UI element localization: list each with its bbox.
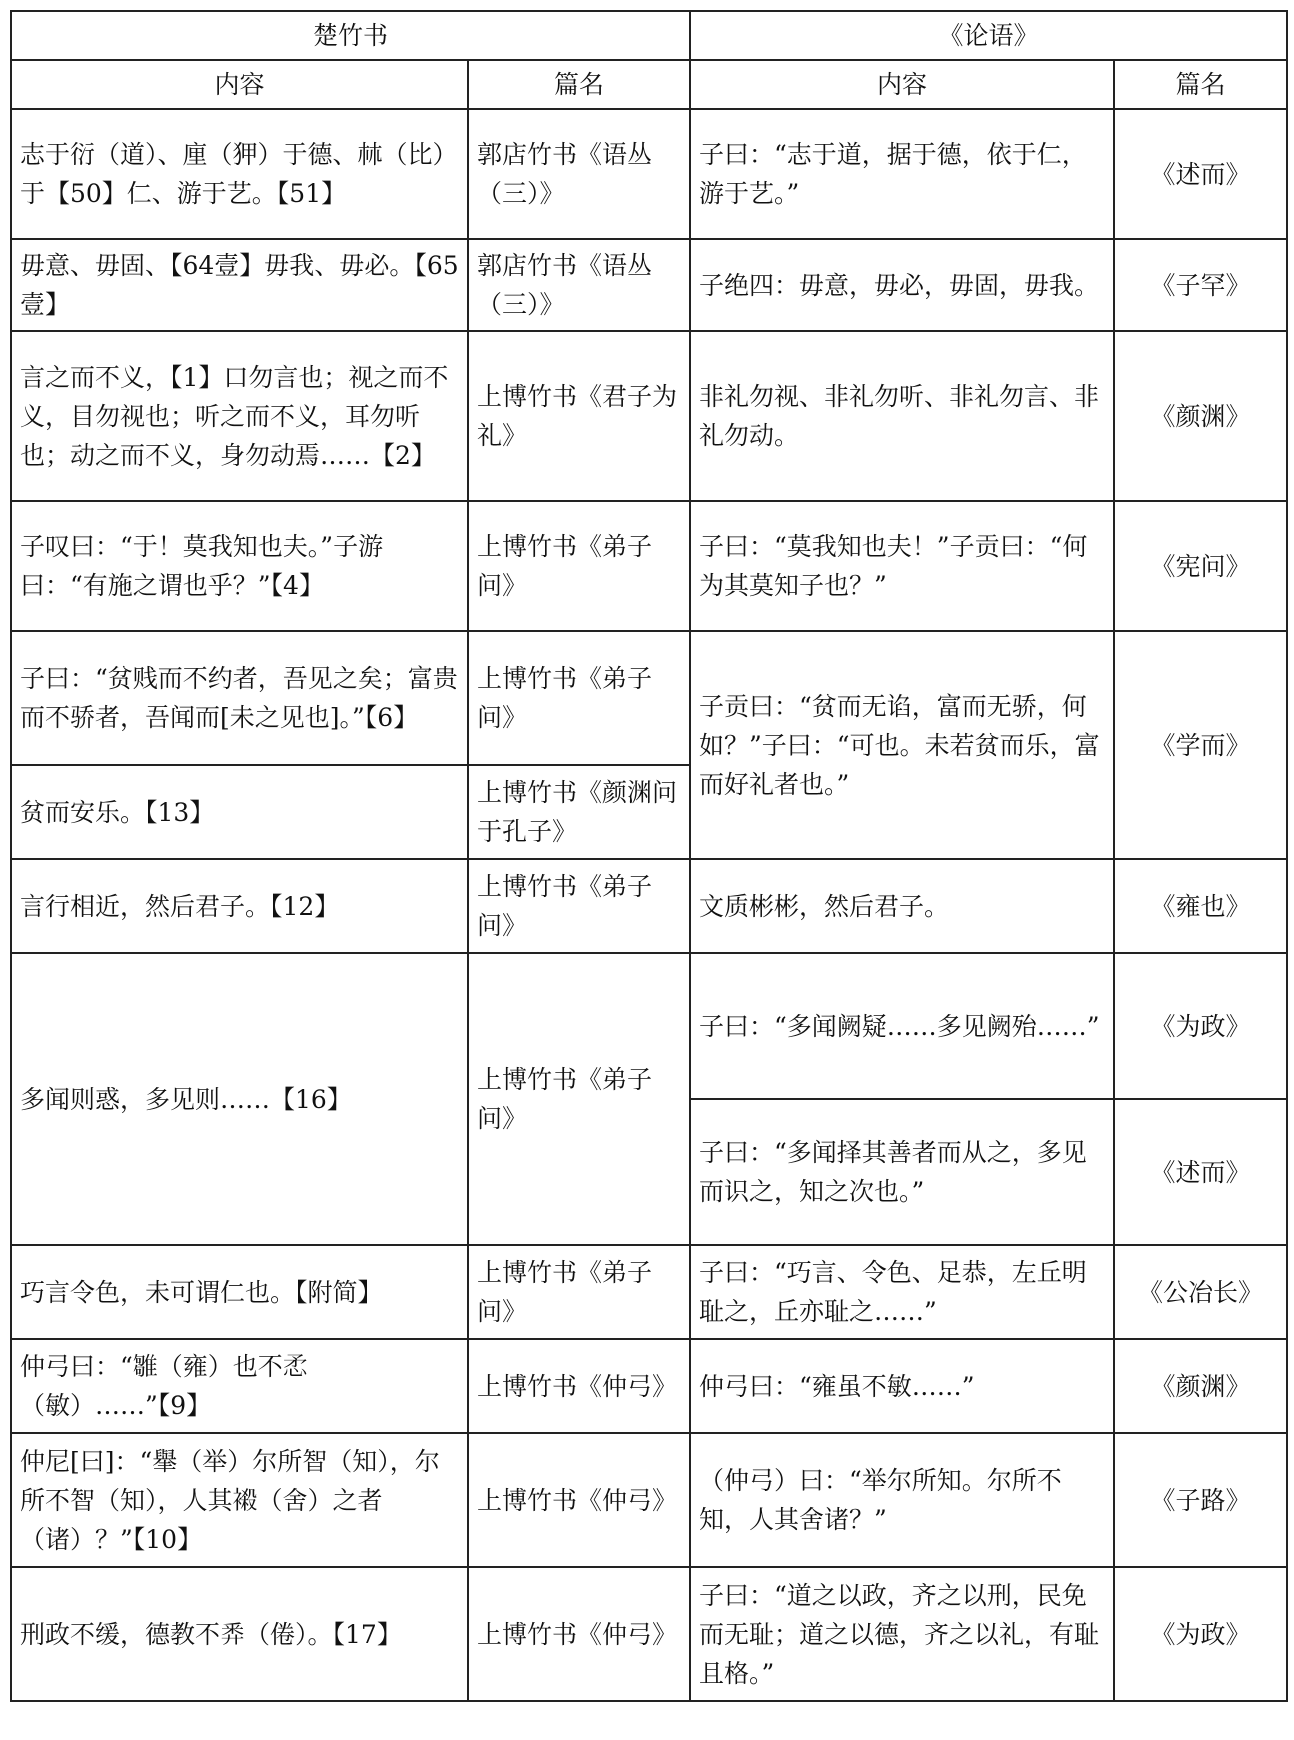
zhu-content-cell: 子叹曰：“于！莫我知也夫。”子游曰：“有施之谓也乎？”【4】	[11, 501, 468, 631]
comparison-table-wrapper	[10, 10, 1288, 1702]
zhu-title-cell: 郭店竹书《语丛（三）》	[468, 109, 690, 239]
header-ly-content: 内容	[690, 60, 1114, 109]
zhu-content-cell: 言之而不义，【1】口勿言也；视之而不义，目勿视也；听之而不义，耳勿听也；动之而不义，身勿动焉……【2】	[11, 331, 468, 501]
zhu-content-cell: 多闻则惑，多见则……【16】	[11, 953, 468, 1245]
ly-content-cell: 子曰：“多闻择其善者而从之，多见而识之，知之次也。”	[690, 1099, 1114, 1245]
zhu-title-cell: 上博竹书《仲弓》	[468, 1339, 690, 1433]
header-analects: 《论语》	[690, 11, 1287, 60]
zhu-title-cell: 上博竹书《仲弓》	[468, 1567, 690, 1701]
zhu-title-cell: 上博竹书《弟子问》	[468, 953, 690, 1245]
zhu-title-cell: 上博竹书《弟子问》	[468, 501, 690, 631]
header-row-columns	[11, 60, 1287, 109]
zhu-title-cell: 郭店竹书《语丛（三）》	[468, 239, 690, 331]
zhu-content-cell: 仲尼[曰]：“𦦙（举）尔所智（知），尔所不智（知），人其𧜁（舍）之者（诸）？”【10】	[11, 1433, 468, 1567]
header-row-groups	[11, 11, 1287, 60]
ly-content-cell: 非礼勿视、非礼勿听、非礼勿言、非礼勿动。	[690, 331, 1114, 501]
zhu-title-cell: 上博竹书《颜渊问于孔子》	[468, 765, 690, 859]
ly-content-cell: 子曰：“志于道，据于德，依于仁，游于艺。”	[690, 109, 1114, 239]
table-row	[11, 1433, 1287, 1567]
ly-title-cell: 《学而》	[1114, 631, 1287, 859]
ly-title-cell: 《颜渊》	[1114, 331, 1287, 501]
ly-content-cell: 子曰：“巧言、令色、足恭，左丘明耻之，丘亦耻之……”	[690, 1245, 1114, 1339]
ly-content-cell: 子绝四：毋意，毋必，毋固，毋我。	[690, 239, 1114, 331]
ly-content-cell: 文质彬彬，然后君子。	[690, 859, 1114, 953]
table-row	[11, 501, 1287, 631]
zhu-content-cell: 言行相近，然后君子。【12】	[11, 859, 468, 953]
ly-content-cell: 子曰：“道之以政，齐之以刑，民免而无耻；道之以德，齐之以礼，有耻且格。”	[690, 1567, 1114, 1701]
table-row	[11, 1339, 1287, 1433]
ly-title-cell: 《子路》	[1114, 1433, 1287, 1567]
table-row	[11, 239, 1287, 331]
ly-content-cell: 子贡曰：“贫而无谄，富而无骄，何如？”子曰：“可也。未若贫而乐，富而好礼者也。”	[690, 631, 1114, 859]
ly-title-cell: 《述而》	[1114, 1099, 1287, 1245]
ly-content-cell: （仲弓）曰：“举尔所知。尔所不知，人其舍诸？”	[690, 1433, 1114, 1567]
zhu-content-cell: 巧言令色，未可谓仁也。【附简】	[11, 1245, 468, 1339]
ly-title-cell: 《为政》	[1114, 1567, 1287, 1701]
zhu-content-cell: 子曰：“贫贱而不约者，吾见之矣；富贵而不骄者，吾闻而[未之见也]。”【6】	[11, 631, 468, 765]
table-row	[11, 331, 1287, 501]
table-row	[11, 1245, 1287, 1339]
table-row	[11, 859, 1287, 953]
zhu-content-cell: 仲弓曰：“𩀣（雍）也不𢘅（敏）……”【9】	[11, 1339, 468, 1433]
zhu-title-cell: 上博竹书《仲弓》	[468, 1433, 690, 1567]
ly-title-cell: 《雍也》	[1114, 859, 1287, 953]
header-ly-title: 篇名	[1114, 60, 1287, 109]
ly-title-cell: 《公冶长》	[1114, 1245, 1287, 1339]
zhu-content-cell: 贫而安乐。【13】	[11, 765, 468, 859]
header-chu-bamboo: 楚竹书	[11, 11, 690, 60]
table-row	[11, 953, 1287, 1099]
ly-content-cell: 子曰：“多闻阙疑……多见阙殆……”	[690, 953, 1114, 1099]
ly-content-cell: 仲弓曰：“雍虽不敏……”	[690, 1339, 1114, 1433]
header-zhu-title: 篇名	[468, 60, 690, 109]
zhu-title-cell: 上博竹书《弟子问》	[468, 1245, 690, 1339]
ly-content-cell: 子曰：“莫我知也夫！”子贡曰：“何为其莫知子也？”	[690, 501, 1114, 631]
zhu-content-cell: 毋意、毋固、【64壹】毋我、毋必。【65壹】	[11, 239, 468, 331]
zhu-title-cell: 上博竹书《君子为礼》	[468, 331, 690, 501]
zhu-title-cell: 上博竹书《弟子问》	[468, 859, 690, 953]
table-row	[11, 109, 1287, 239]
table-row	[11, 1567, 1287, 1701]
zhu-title-cell: 上博竹书《弟子问》	[468, 631, 690, 765]
ly-title-cell: 《述而》	[1114, 109, 1287, 239]
table-row	[11, 631, 1287, 765]
zhu-content-cell: 志于衍（道）、㢆（狎）于德、𣏟（比）于【50】仁、游于艺。【51】	[11, 109, 468, 239]
ly-title-cell: 《宪问》	[1114, 501, 1287, 631]
header-zhu-content: 内容	[11, 60, 468, 109]
ly-title-cell: 《为政》	[1114, 953, 1287, 1099]
zhu-content-cell: 刑政不缓，德教不𢍏（倦）。【17】	[11, 1567, 468, 1701]
ly-title-cell: 《子罕》	[1114, 239, 1287, 331]
ly-title-cell: 《颜渊》	[1114, 1339, 1287, 1433]
comparison-table	[10, 10, 1288, 1702]
